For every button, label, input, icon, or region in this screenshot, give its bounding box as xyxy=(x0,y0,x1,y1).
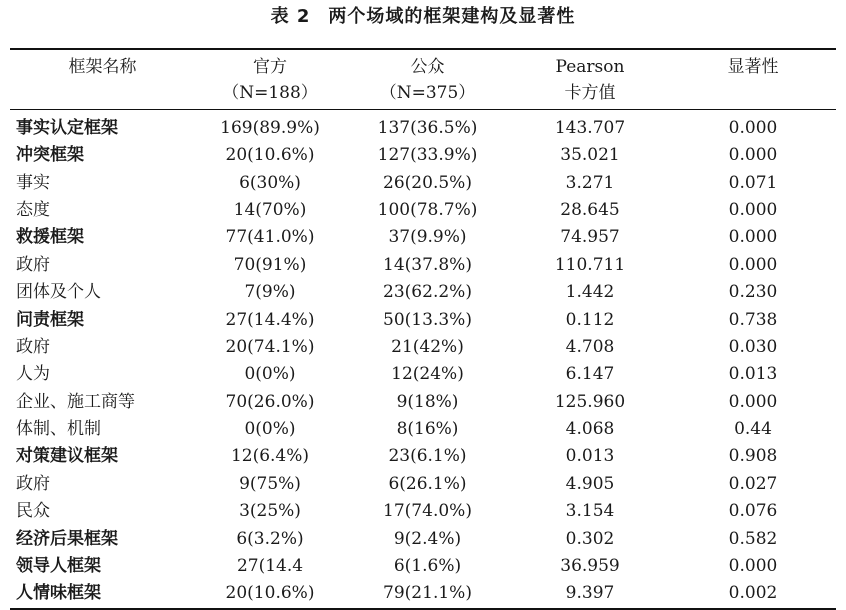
cell-pearson-chi-square: 0.013 xyxy=(565,446,615,467)
cell-frame-name: 问责框架 xyxy=(16,309,84,330)
cell-public: 137(36.5%) xyxy=(377,117,478,138)
cell-official: 27(14.4 xyxy=(236,556,304,577)
cell-significance: 0.000 xyxy=(728,117,778,138)
cell-frame-name: 政府 xyxy=(16,336,50,357)
cell-official: 169(89.9%) xyxy=(220,117,320,138)
table-body xyxy=(10,110,836,609)
table-row-frame xyxy=(10,306,836,333)
cell-pearson-chi-square: 74.957 xyxy=(560,227,620,248)
cell-frame-name: 救援框架 xyxy=(16,227,84,248)
cell-public: 6(1.6%) xyxy=(393,556,462,577)
cell-official: 14(70%) xyxy=(233,199,307,220)
cell-pearson-chi-square: 35.021 xyxy=(560,145,620,166)
cell-pearson-chi-square: 3.154 xyxy=(565,501,615,522)
table-row-subcategory xyxy=(10,169,836,196)
cell-official: 20(10.6%) xyxy=(195,580,345,608)
header-official: 官方 （N=188） xyxy=(195,49,345,110)
cell-public: 17(74.0%) xyxy=(383,501,472,522)
cell-significance: 0.002 xyxy=(670,580,836,608)
cell-official: 70(91%) xyxy=(233,254,307,275)
cell-frame-name: 人情味框架 xyxy=(10,580,195,608)
cell-official: 70(26.0%) xyxy=(225,391,315,412)
table-row-subcategory xyxy=(10,416,836,443)
cell-pearson-chi-square: 9.397 xyxy=(510,580,670,608)
cell-significance: 0.44 xyxy=(734,419,772,440)
cell-significance: 0.013 xyxy=(728,364,778,385)
cell-public: 37(9.9%) xyxy=(388,227,467,248)
table-caption xyxy=(0,4,846,30)
cell-official: 3(25%) xyxy=(239,501,301,522)
header-public-n: （N=375） xyxy=(379,83,476,103)
cell-public: 14(37.8%) xyxy=(383,254,472,275)
table-row-frame xyxy=(10,142,836,169)
cell-frame-name: 领导人框架 xyxy=(16,556,101,577)
cell-frame-name: 事实 xyxy=(16,172,50,193)
cell-public: 21(42%) xyxy=(391,336,464,357)
cell-frame-name: 企业、施工商等 xyxy=(16,391,135,412)
table-row-frame xyxy=(10,224,836,251)
header-pearson: Pearson 卡方值 xyxy=(510,49,670,110)
header-public: 公众 （N=375） xyxy=(345,49,510,110)
header-row xyxy=(10,49,836,110)
table-row-subcategory xyxy=(10,389,836,416)
cell-public: 9(18%) xyxy=(396,391,459,412)
cell-frame-name: 体制、机制 xyxy=(16,419,101,440)
cell-pearson-chi-square: 28.645 xyxy=(560,199,620,220)
cell-official: 20(10.6%) xyxy=(225,145,315,166)
cell-public: 8(16%) xyxy=(396,419,459,440)
cell-official: 6(3.2%) xyxy=(236,528,304,549)
cell-significance: 0.030 xyxy=(728,336,778,357)
header-pearson-sub: 卡方值 xyxy=(564,83,616,103)
table-row-subcategory xyxy=(10,334,836,361)
cell-official: 9(75%) xyxy=(239,473,301,494)
cell-frame-name: 事实认定框架 xyxy=(16,117,118,138)
cell-public: 12(24%) xyxy=(391,364,464,385)
cell-significance: 0.000 xyxy=(728,391,778,412)
table-row-subcategory xyxy=(10,498,836,525)
cell-pearson-chi-square: 36.959 xyxy=(560,556,620,577)
cell-significance: 0.027 xyxy=(728,473,778,494)
cell-significance: 0.000 xyxy=(728,556,778,577)
cell-significance: 0.738 xyxy=(728,309,778,330)
cell-public: 23(62.2%) xyxy=(383,282,472,303)
table-row-frame xyxy=(10,443,836,470)
cell-public: 6(26.1%) xyxy=(388,473,467,494)
cell-significance: 0.908 xyxy=(728,446,778,467)
table-row-frame xyxy=(10,110,836,143)
cell-pearson-chi-square: 143.707 xyxy=(554,117,626,138)
cell-pearson-chi-square: 4.708 xyxy=(565,336,615,357)
cell-frame-name: 政府 xyxy=(16,473,50,494)
header-official-n: （N=188） xyxy=(222,83,318,103)
table-row-subcategory xyxy=(10,361,836,388)
header-frame-name: 框架名称 xyxy=(10,49,195,110)
table-row-subcategory xyxy=(10,279,836,306)
cell-official: 7(9%) xyxy=(244,282,296,303)
cell-public: 50(13.3%) xyxy=(383,309,472,330)
cell-official: 77(41.0%) xyxy=(225,227,315,248)
table-row-subcategory xyxy=(10,197,836,224)
cell-public: 127(33.9%) xyxy=(377,145,478,166)
cell-significance: 0.000 xyxy=(728,254,778,275)
table-number: 表 2 xyxy=(270,6,311,27)
cell-frame-name: 民众 xyxy=(16,501,50,522)
framing-significance-table xyxy=(10,48,836,610)
cell-official: 20(74.1%) xyxy=(225,336,315,357)
table-row-frame xyxy=(10,525,836,552)
cell-pearson-chi-square: 4.905 xyxy=(565,473,615,494)
cell-significance: 0.076 xyxy=(728,501,778,522)
cell-pearson-chi-square: 4.068 xyxy=(565,419,615,440)
cell-official: 12(6.4%) xyxy=(230,446,310,467)
cell-pearson-chi-square: 125.960 xyxy=(554,391,626,412)
cell-official: 0(0%) xyxy=(244,419,296,440)
cell-pearson-chi-square: 6.147 xyxy=(565,364,615,385)
cell-official: 6(30%) xyxy=(239,172,301,193)
cell-frame-name: 态度 xyxy=(16,199,50,220)
cell-pearson-chi-square: 110.711 xyxy=(554,254,626,275)
cell-frame-name: 政府 xyxy=(16,254,50,275)
cell-pearson-chi-square: 1.442 xyxy=(565,282,615,303)
cell-public: 9(2.4%) xyxy=(393,528,462,549)
cell-frame-name: 团体及个人 xyxy=(16,282,101,303)
cell-significance: 0.000 xyxy=(728,227,778,248)
cell-significance: 0.230 xyxy=(728,282,778,303)
cell-public: 26(20.5%) xyxy=(383,172,472,193)
cell-pearson-chi-square: 0.302 xyxy=(565,528,615,549)
cell-significance: 0.071 xyxy=(728,172,778,193)
cell-official: 27(14.4%) xyxy=(225,309,315,330)
table-title: 两个场域的框架建构及显著性 xyxy=(328,6,576,27)
cell-public: 23(6.1%) xyxy=(388,446,467,467)
cell-significance: 0.000 xyxy=(728,199,778,220)
table-row-subcategory xyxy=(10,471,836,498)
cell-frame-name: 经济后果框架 xyxy=(16,528,118,549)
cell-pearson-chi-square: 0.112 xyxy=(565,309,615,330)
table-row-frame xyxy=(10,580,836,608)
cell-pearson-chi-square: 3.271 xyxy=(565,172,615,193)
cell-frame-name: 冲突框架 xyxy=(16,145,84,166)
header-significance: 显著性 xyxy=(670,49,836,110)
table-row-subcategory xyxy=(10,252,836,279)
cell-public: 100(78.7%) xyxy=(377,199,478,220)
table-row-frame xyxy=(10,553,836,580)
cell-significance: 0.582 xyxy=(728,528,778,549)
cell-public: 79(21.1%) xyxy=(345,580,510,608)
cell-significance: 0.000 xyxy=(728,145,778,166)
cell-frame-name: 人为 xyxy=(16,364,50,385)
cell-official: 0(0%) xyxy=(244,364,296,385)
cell-frame-name: 对策建议框架 xyxy=(16,446,118,467)
